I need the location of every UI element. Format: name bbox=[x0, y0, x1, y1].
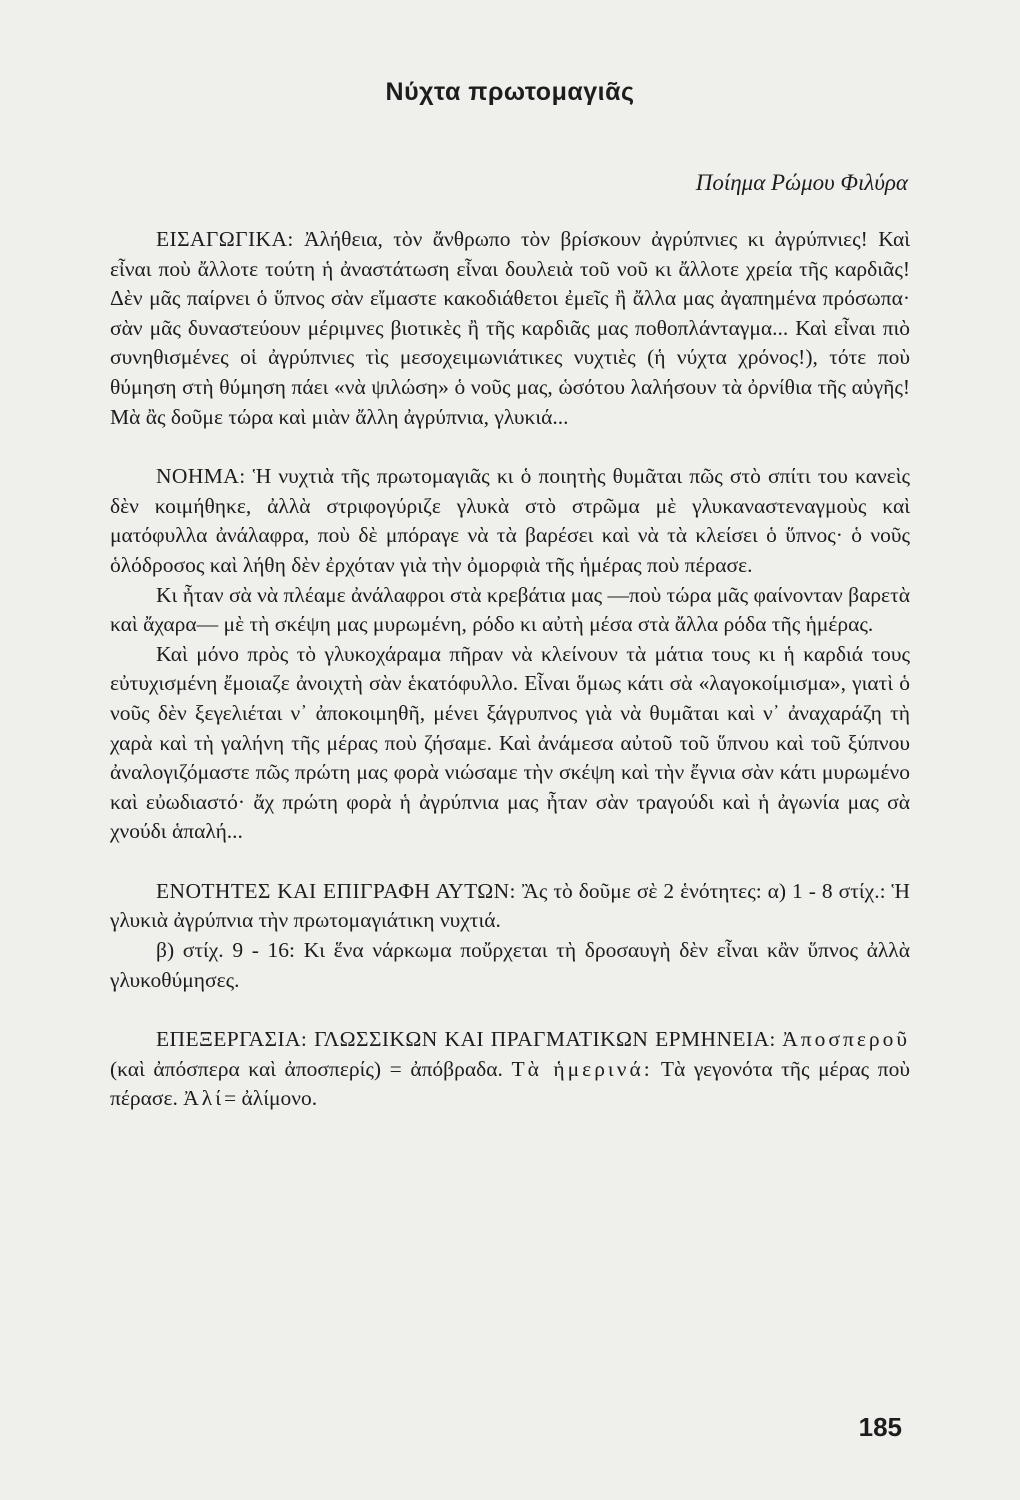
spacer bbox=[110, 995, 910, 1025]
sections-paragraph bbox=[110, 877, 910, 936]
meaning-label: ΝΟΗΜΑ: bbox=[156, 464, 246, 489]
definition-aposperou: (καὶ ἀπόσπερα καὶ ἀποσπερίς) = ἀπόβραδα. bbox=[110, 1056, 503, 1081]
processing-paragraph bbox=[110, 1025, 910, 1114]
processing-label: ΕΠΕΞΕΡΓΑΣΙΑ: ΓΛΩΣΣΙΚΩΝ ΚΑΙ ΠΡΑΓΜΑΤΙΚΩΝ ΕΡΜΗΝΕΙΑ: bbox=[156, 1027, 776, 1052]
sections-label: ΕΝΟΤΗΤΕΣ ΚΑΙ ΕΠΙΓΡΑΦΗ ΑΥΤΩΝ: bbox=[156, 878, 516, 903]
document-body bbox=[110, 225, 910, 1114]
meaning-text-1: Ἡ νυχτιὰ τῆς πρωτομαγιᾶς κι ὁ ποιητὴς θυμᾶται πῶς στὸ σπίτι του κανεὶς δὲν κοιμήθηκε, ἀλλὰ στριφογύριζε γλυκὰ στὸ στρῶμα μὲ γλυκαναστεναγμοὺς καὶ ματόφυλλα ἀνάλαφρα, ποὺ δὲ μπόραγε νὰ τὰ βαρέσει καὶ νὰ τὰ κλείσει ὁ ὕπνος· ὁ νοῦς ὁλόδροσος καὶ λήθη δὲν ἐρχόταν γιὰ τὴν ὀμορφιὰ τῆς ἡμέρας ποὺ πέρασε. bbox=[110, 464, 911, 577]
sections-paragraph-2: β) στίχ. 9 - 16: Κι ἕνα νάρκωμα ποὔρχεται τὴ δροσαυγὴ δὲν εἶναι κἂν ὕπνος ἀλλὰ γλυκοθύμησες. bbox=[110, 938, 910, 992]
meaning-paragraph-3: Καὶ μόνο πρὸς τὸ γλυκοχάραμα πῆραν νὰ κλείνουν τὰ μάτια τους κι ἡ καρδιά τους εὐτυχισμένη ἔμοιαζε ἀνοιχτὴ σὰν ἑκατόφυλλο. Εἶναι ὅμως κάτι σὰ «λαγοκοίμισμα», γιατὶ ὁ νοῦς δὲν ξεγελιέται ν᾽ ἀποκοιμηθῆ, μένει ξάγρυπνος γιὰ νὰ θυμᾶται καὶ ν᾽ ἀναχαράζη τὴ χαρὰ καὶ τὴ γαλήνη τῆς μέρας ποὺ ζήσαμε. Καὶ ἀνάμεσα αὐτοῦ τοῦ ὕπνου καὶ τοῦ ξύπνου ἀναλογιζόμαστε πῶς πρώτη μας φορὰ νιώσαμε τὴν σκέψη καὶ τὴν ἔγνια σὰν κάτι μυρωμένο καὶ εὐωδιαστό· ἄχ πρώτη φορὰ ἡ ἀγρύπνια μας ἦταν σὰν τραγούδι καὶ ἡ ἀγωνία μας σὰ χνούδι ἁπαλή... bbox=[110, 641, 910, 844]
intro-label: ΕΙΣΑΓΩΓΙΚΑ: bbox=[156, 227, 294, 251]
meaning-paragraph-2: Κι ἦταν σὰ νὰ πλέαμε ἀνάλαφροι στὰ κρεβάτια μας —ποὺ τώρα μᾶς φαίνονταν βαρετὰ καὶ ἄχαρα— μὲ τὴ σκέψη μας μυρωμένη, ρόδο κι αὐτὴ μέσα στὰ ἄλλα ρόδα τῆς ἡμέρας. bbox=[110, 582, 910, 637]
intro-text: Ἀλήθεια, τὸν ἄνθρωπο τὸν βρίσκουν ἀγρύπνιες κι ἀγρύπνιες! Καὶ εἶναι ποὺ ἄλλοτε τούτη ἡ ἀναστάτωση εἶναι δουλειὰ τοῦ νοῦ κι ἄλλοτε χρεία τῆς καρδιᾶς! Δὲν μᾶς παίρνει ὁ ὕπνος σὰν εἴμαστε κακοδιάθετοι ἐμεῖς ἢ ἄλλα μας ἀγαπημένα πρόσωπα· σὰν μᾶς δυναστεύουν μέριμνες βιοτικὲς ἢ τῆς καρδιᾶς μας ποθοπλάνταγμα... Καὶ εἶναι πιὸ συνηθισμένες οἱ ἀγρύπνιες τὶς μεσοχειμωνιάτικες νυχτιὲς (ἡ νύχτα χρόνος!), τότε ποὺ θύμηση στὴ θύμηση πάει «νὰ ψιλώση» ὁ νοῦς μας, ὡσότου λαλήσουν τὰ ὀρνίθια τῆς αὐγῆς! Μὰ ἂς δοῦμε τώρα καὶ μιὰν ἄλλη ἀγρύπνια, γλυκιά... bbox=[110, 227, 910, 429]
term-imerina: Τὰ ἡμερινά: bbox=[511, 1056, 653, 1081]
intro-paragraph bbox=[110, 225, 910, 432]
sections-text-1: Ἂς τὸ δοῦμε σὲ 2 ἑνότητες: α) 1 - 8 στίχ.: Ἡ γλυκιὰ ἀγρύπνια τὴν πρωτομαγιάτικη νυχτιά. bbox=[110, 878, 910, 933]
poem-author: Ποίημα Ρώμου Φιλύρα bbox=[695, 170, 908, 195]
spacer bbox=[110, 432, 910, 462]
spacer bbox=[110, 847, 910, 877]
meaning-paragraph bbox=[110, 462, 910, 580]
page-number: 185 bbox=[858, 1412, 902, 1442]
page-title: Νύχτα πρωτομαγιᾶς bbox=[385, 78, 635, 106]
definition-imerina: Τὰ γεγονότα τῆς μέρας ποὺ πέρασε. bbox=[110, 1056, 910, 1111]
term-aposperou: Ἀποσπεροῦ bbox=[782, 1027, 910, 1052]
definition-ali: = ἀλίμονο. bbox=[224, 1086, 318, 1111]
term-ali: Ἀλί bbox=[183, 1086, 224, 1111]
